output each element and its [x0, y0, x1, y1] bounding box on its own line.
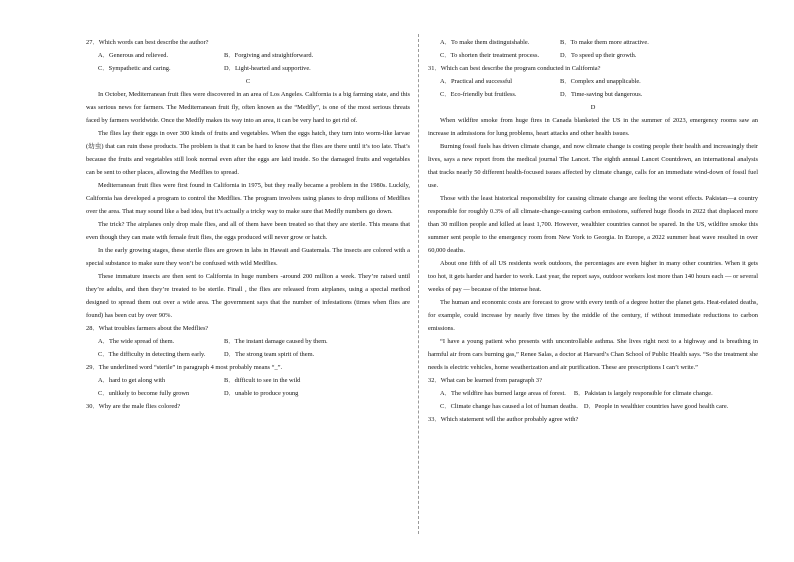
question-30-stem: 30．Why are the male flies colored?	[86, 403, 181, 410]
passage-d-paragraph-1: When wildfire smoke from huge fires in Canada blanketed the US in the summer of 2023, emergency rooms saw an increase in admissions for lung problems, heart attacks and other health issues.	[428, 117, 758, 137]
left-column	[86, 36, 410, 413]
option-c[interactable]: C．unlikely to become fully grown	[98, 390, 190, 397]
passage-c-paragraph-2: The flies lay their eggs in over 300 kinds of fruits and vegetables. When the eggs hatch, they turn into worm-like larvae (幼虫) that can ruin these products. The problem is that it can be hard to know that the flies are there until it’s too late. That’s because the fruits and vegetables still look normal even after the eggs are laid inside. So the damaged fruits and vegetables can be sent to other places, allowing the Medflies to spread.	[86, 130, 410, 176]
question-32-options-row1	[428, 387, 758, 400]
question-27-options-row2	[86, 62, 410, 75]
option-a[interactable]: A．Practical and successful	[440, 78, 513, 85]
column-divider	[418, 34, 419, 534]
section-d-heading: D	[590, 104, 596, 111]
question-30-options-row2	[428, 49, 758, 62]
option-c[interactable]: C．Sympathetic and caring.	[98, 65, 171, 72]
option-b[interactable]: B．difficult to see in the wild	[224, 377, 301, 384]
question-31-options-row1	[428, 75, 758, 88]
option-c[interactable]: C．Climate change has caused a lot of human deaths.	[440, 403, 578, 410]
passage-d-paragraph-3: Those with the least historical responsibility for causing climate change are feeling the worst effects. Pakistan—a country responsible for roughly 0.3% of all climate-change-causing carbon emissions, suffered huge floods in 2022 that displaced more than 30 million people and killed at least 1,700. However, wealthier countries cannot be spared. In the US, wildfire smoke this summer sent people to the emergency room from New York to Georgia. In Europe, a 2022 summer heat wave resulted in over 60,000 deaths.	[428, 195, 758, 254]
option-d[interactable]: D．The strong team spirit of them.	[224, 351, 315, 358]
option-a[interactable]: A．The wide spread of them.	[98, 338, 175, 345]
question-32-stem: 32．What can be learned from paragraph 3?	[428, 377, 542, 384]
option-b[interactable]: B．The instant damage caused by them.	[224, 338, 328, 345]
option-d[interactable]: D．unable to produce young	[224, 390, 299, 397]
question-31-options-row2	[428, 88, 758, 101]
question-33-stem: 33．Which statement will the author probably agree with?	[428, 416, 579, 423]
option-b[interactable]: B．Pakistan is largely responsible for climate change.	[573, 390, 713, 397]
option-d[interactable]: D．Light-hearted and supportive.	[224, 65, 311, 72]
option-d[interactable]: D．People in wealthier countries have good health care.	[583, 403, 729, 410]
question-29-options-row1	[86, 374, 410, 387]
question-27-stem: 27．Which words can best describe the author?	[86, 39, 209, 46]
passage-c-paragraph-4: The trick? The airplanes only drop male flies, and all of them have been treated so that they are sterile. This means that even though they can mate with female fruit flies, the eggs produced will never grow or hatch.	[86, 221, 410, 241]
question-28-options-row1	[86, 335, 410, 348]
option-a[interactable]: A．hard to get along with	[98, 377, 166, 384]
option-b[interactable]: B．Complex and unapplicable.	[560, 78, 641, 85]
option-c[interactable]: C．To shorten their treatment process.	[440, 52, 540, 59]
question-32-options-row2	[428, 400, 758, 413]
passage-d-paragraph-5: The human and economic costs are forecast to grow with every tenth of a degree hotter the planet gets. Heat-related deaths, for example, could increase by nearly five times by the middle of the century, if without immediate reductions to carbon emissions.	[428, 299, 758, 332]
option-b[interactable]: B．Forgiving and straightforward.	[224, 52, 314, 59]
question-30-options-row1	[428, 36, 758, 49]
question-29-options-row2	[86, 387, 410, 400]
question-28-options-row2	[86, 348, 410, 361]
passage-d-paragraph-2: Burning fossil fuels has driven climate change, and now climate change is costing people their health and increasingly their lives, says a new report from the medical journal The Lancet. The eighth annual Lancet Countdown, an international analysis that tracks nearly 50 different health-focused issues affected by climate change, calls for an immediate wind-down of fossil fuel use.	[428, 143, 758, 189]
right-column	[428, 36, 758, 426]
option-d[interactable]: D．To speed up their growth.	[560, 52, 637, 59]
passage-c-paragraph-6: These immature insects are then sent to California in huge numbers -around 200 million a week. They’re raised until they’re adults, and then they’re treated to be sterile. Finall , the flies are released from airplanes, using a special method designed to spread them out over a wide area. The government says that the number of infestations (times when flies are found) has been cut by over 90%.	[86, 273, 410, 319]
question-28-stem: 28．What troubles farmers about the Medflies?	[86, 325, 209, 332]
option-a[interactable]: A．The wildfire has burned large areas of forest.	[440, 390, 566, 397]
section-c-heading: C	[245, 78, 251, 85]
passage-d-paragraph-4: About one fifth of all US residents work outdoors, the percentages are even higher in many other countries. When it gets too hot, it gets harder and harder to work. Last year, the report says, outdoor workers lost more than 140 hours each — or several weeks of pay — because of the intense heat.	[428, 260, 758, 293]
question-29-stem: 29．The underlined word “sterile” in paragraph 4 most probably means “_”.	[86, 364, 283, 371]
option-c[interactable]: C．Eco-friendly but fruitless.	[440, 91, 517, 98]
option-d[interactable]: D．Time-saving but dangerous.	[560, 91, 643, 98]
question-27-options-row1	[86, 49, 410, 62]
option-a[interactable]: A．To make them distinguishable.	[440, 39, 530, 46]
passage-d-paragraph-6: “I have a young patient who presents with uncontrollable asthma. She lives right next to a highway and is breathing in harmful air from cars burning gas,” Renee Salas, a doctor at Harvard’s Chan School of Public Health says. “So the treatment she needs is electric vehicles, home weatherization and air purification. These are prescriptions I can’t write.”	[428, 338, 758, 371]
option-a[interactable]: A．Generous and relieved.	[98, 52, 169, 59]
option-c[interactable]: C．The difficulty in detecting them early.	[98, 351, 206, 358]
passage-c-paragraph-1: In October, Mediterranean fruit flies were discovered in an area of Los Angeles. California is a big farming state, and this was serious news for farmers. The Mediterranean fruit fly, often known as the “Medfly”, is one of the most serious threats faced by farmers worldwide. Once the Medfly makes its way into an area, it can be very hard to get rid of.	[86, 91, 410, 124]
question-31-stem: 31．Which can best describe the program conducted in California?	[428, 65, 601, 72]
passage-c-paragraph-3: Mediterranean fruit flies were first found in California in 1975, but they really became a problem in the 1980s. Luckily, California has developed a program to control the Medflies. The program involves using planes to drop millions of Medflies over the area. That may sound like a bad idea, but it’s actually a tricky way to make sure that Medfly numbers go down.	[86, 182, 410, 215]
passage-c-paragraph-5: In the early growing stages, these sterile flies are grown in labs in Hawaii and Guatemala. The insects are colored with a special substance to make sure they won’t be confused with wild Medflies.	[86, 247, 410, 267]
option-b[interactable]: B．To make them more attractive.	[560, 39, 649, 46]
